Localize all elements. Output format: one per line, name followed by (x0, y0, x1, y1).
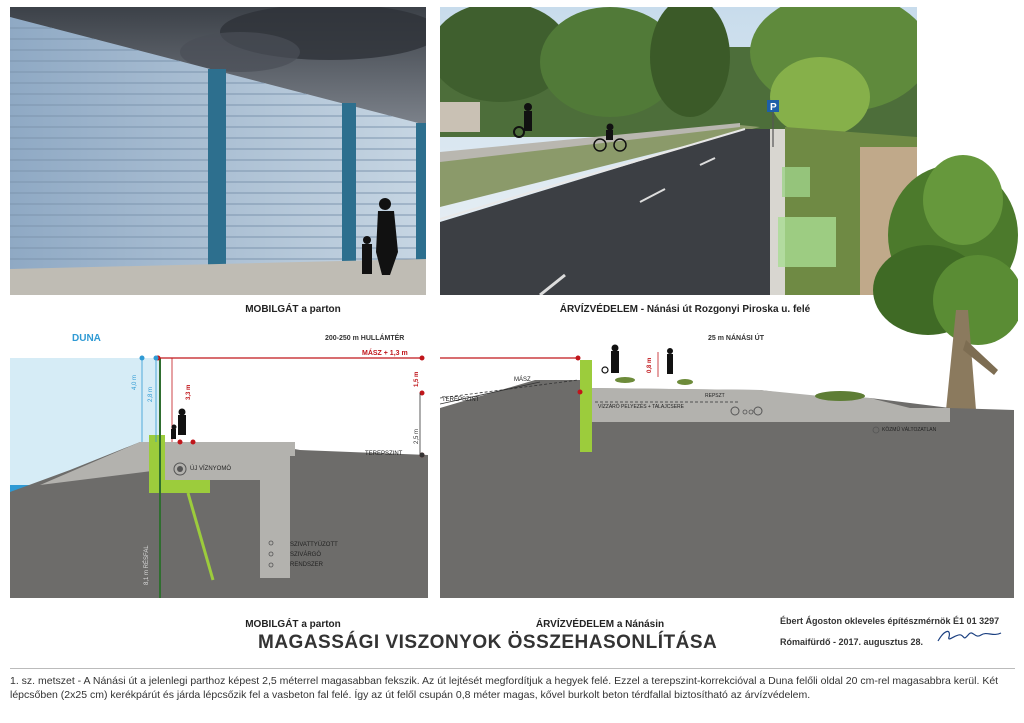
photo-nanasi-road (440, 7, 917, 295)
terepszint-left: TEREPSZINT (365, 451, 403, 457)
dim-2-8: 2,8 m (148, 386, 154, 402)
szivattyu-label-1: SZIVATTYÚZOTT (290, 542, 338, 548)
terepszint-right: TEREPSZINT (442, 397, 480, 403)
hullamter-label: 200-250 m HULLÁMTÉR (325, 335, 405, 342)
dim-2-5: 2,5 m (414, 428, 420, 444)
vizzaro-label: VÍZZÁRÓ PELYEZÉS + TALAJCSERE (598, 404, 684, 410)
left-cross-section (10, 330, 428, 600)
resfal-label: 8,1 m RÉSFAL (144, 545, 150, 585)
dim-0-8: 0,8 m (647, 357, 653, 373)
svg-text:P: P (770, 102, 777, 113)
photo-left-caption: MOBILGÁT a parton (245, 304, 341, 315)
duna-label: DUNA (72, 333, 101, 344)
main-title: MAGASSÁGI VISZONYOK ÖSSZEHASONLÍTÁSA (258, 632, 718, 653)
dim-1-5: 1,5 m (414, 371, 420, 387)
section-right-caption: ÁRVÍZVÉDELEM a Nánásin (535, 619, 665, 630)
szivattyu-label-2: SZIVÁRGÓ (290, 552, 322, 558)
photo-right-caption: ÁRVÍZVÉDELEM - Nánási út Rozgonyi Piroska u. felé (559, 304, 811, 315)
signature (935, 625, 1005, 647)
nanasi-label: 25 m NÁNÁSI ÚT (708, 335, 765, 342)
szivattyu-label-3: RENDSZER (290, 562, 324, 568)
kozmu-label: KÖZMŰ VÁLTOZATLAN (882, 427, 937, 433)
section-left-caption: MOBILGÁT a parton (245, 619, 341, 630)
footnote: 1. sz. metszet - A Nánási út a jelenlegi parthoz képest 2,5 méterrel magasabban fekszik. Az út lejtését megfordítjuk a hegyek felé. Ezzel a terepszint-korrekcióval a Duna felőli oldal 20 cm-rel magasabbra kerül. Két lépcsőben (2x25 cm) kerékpárút és járda lépcsőzik fel a vasbeton fal felé. Így az út felől csupán 0,8 méter magas, kővel burkolt beton térdfallal biztosítható az árvízvédelem. (10, 675, 999, 701)
masz-right-label: MÁSZ (514, 377, 531, 383)
footnote-divider (10, 668, 1015, 669)
dim-3-3: 3,3 m (186, 384, 192, 400)
right-cross-section (440, 330, 1014, 600)
masz-left-label: MÁSZ + 1,3 m (362, 350, 408, 357)
viznyomo-label: ÚJ VÍZNYOMÓ (190, 466, 232, 472)
author-line-1: Ébert Ágoston okleveles építészmérnök É1 01 3297 (780, 616, 1000, 626)
author-line-2: Rómaifürdő - 2017. augusztus 28. (780, 637, 924, 647)
repszt-label: REPSZT (705, 393, 725, 399)
dim-4-0: 4,0 m (132, 374, 138, 390)
photo-mobile-barrier (10, 7, 426, 295)
